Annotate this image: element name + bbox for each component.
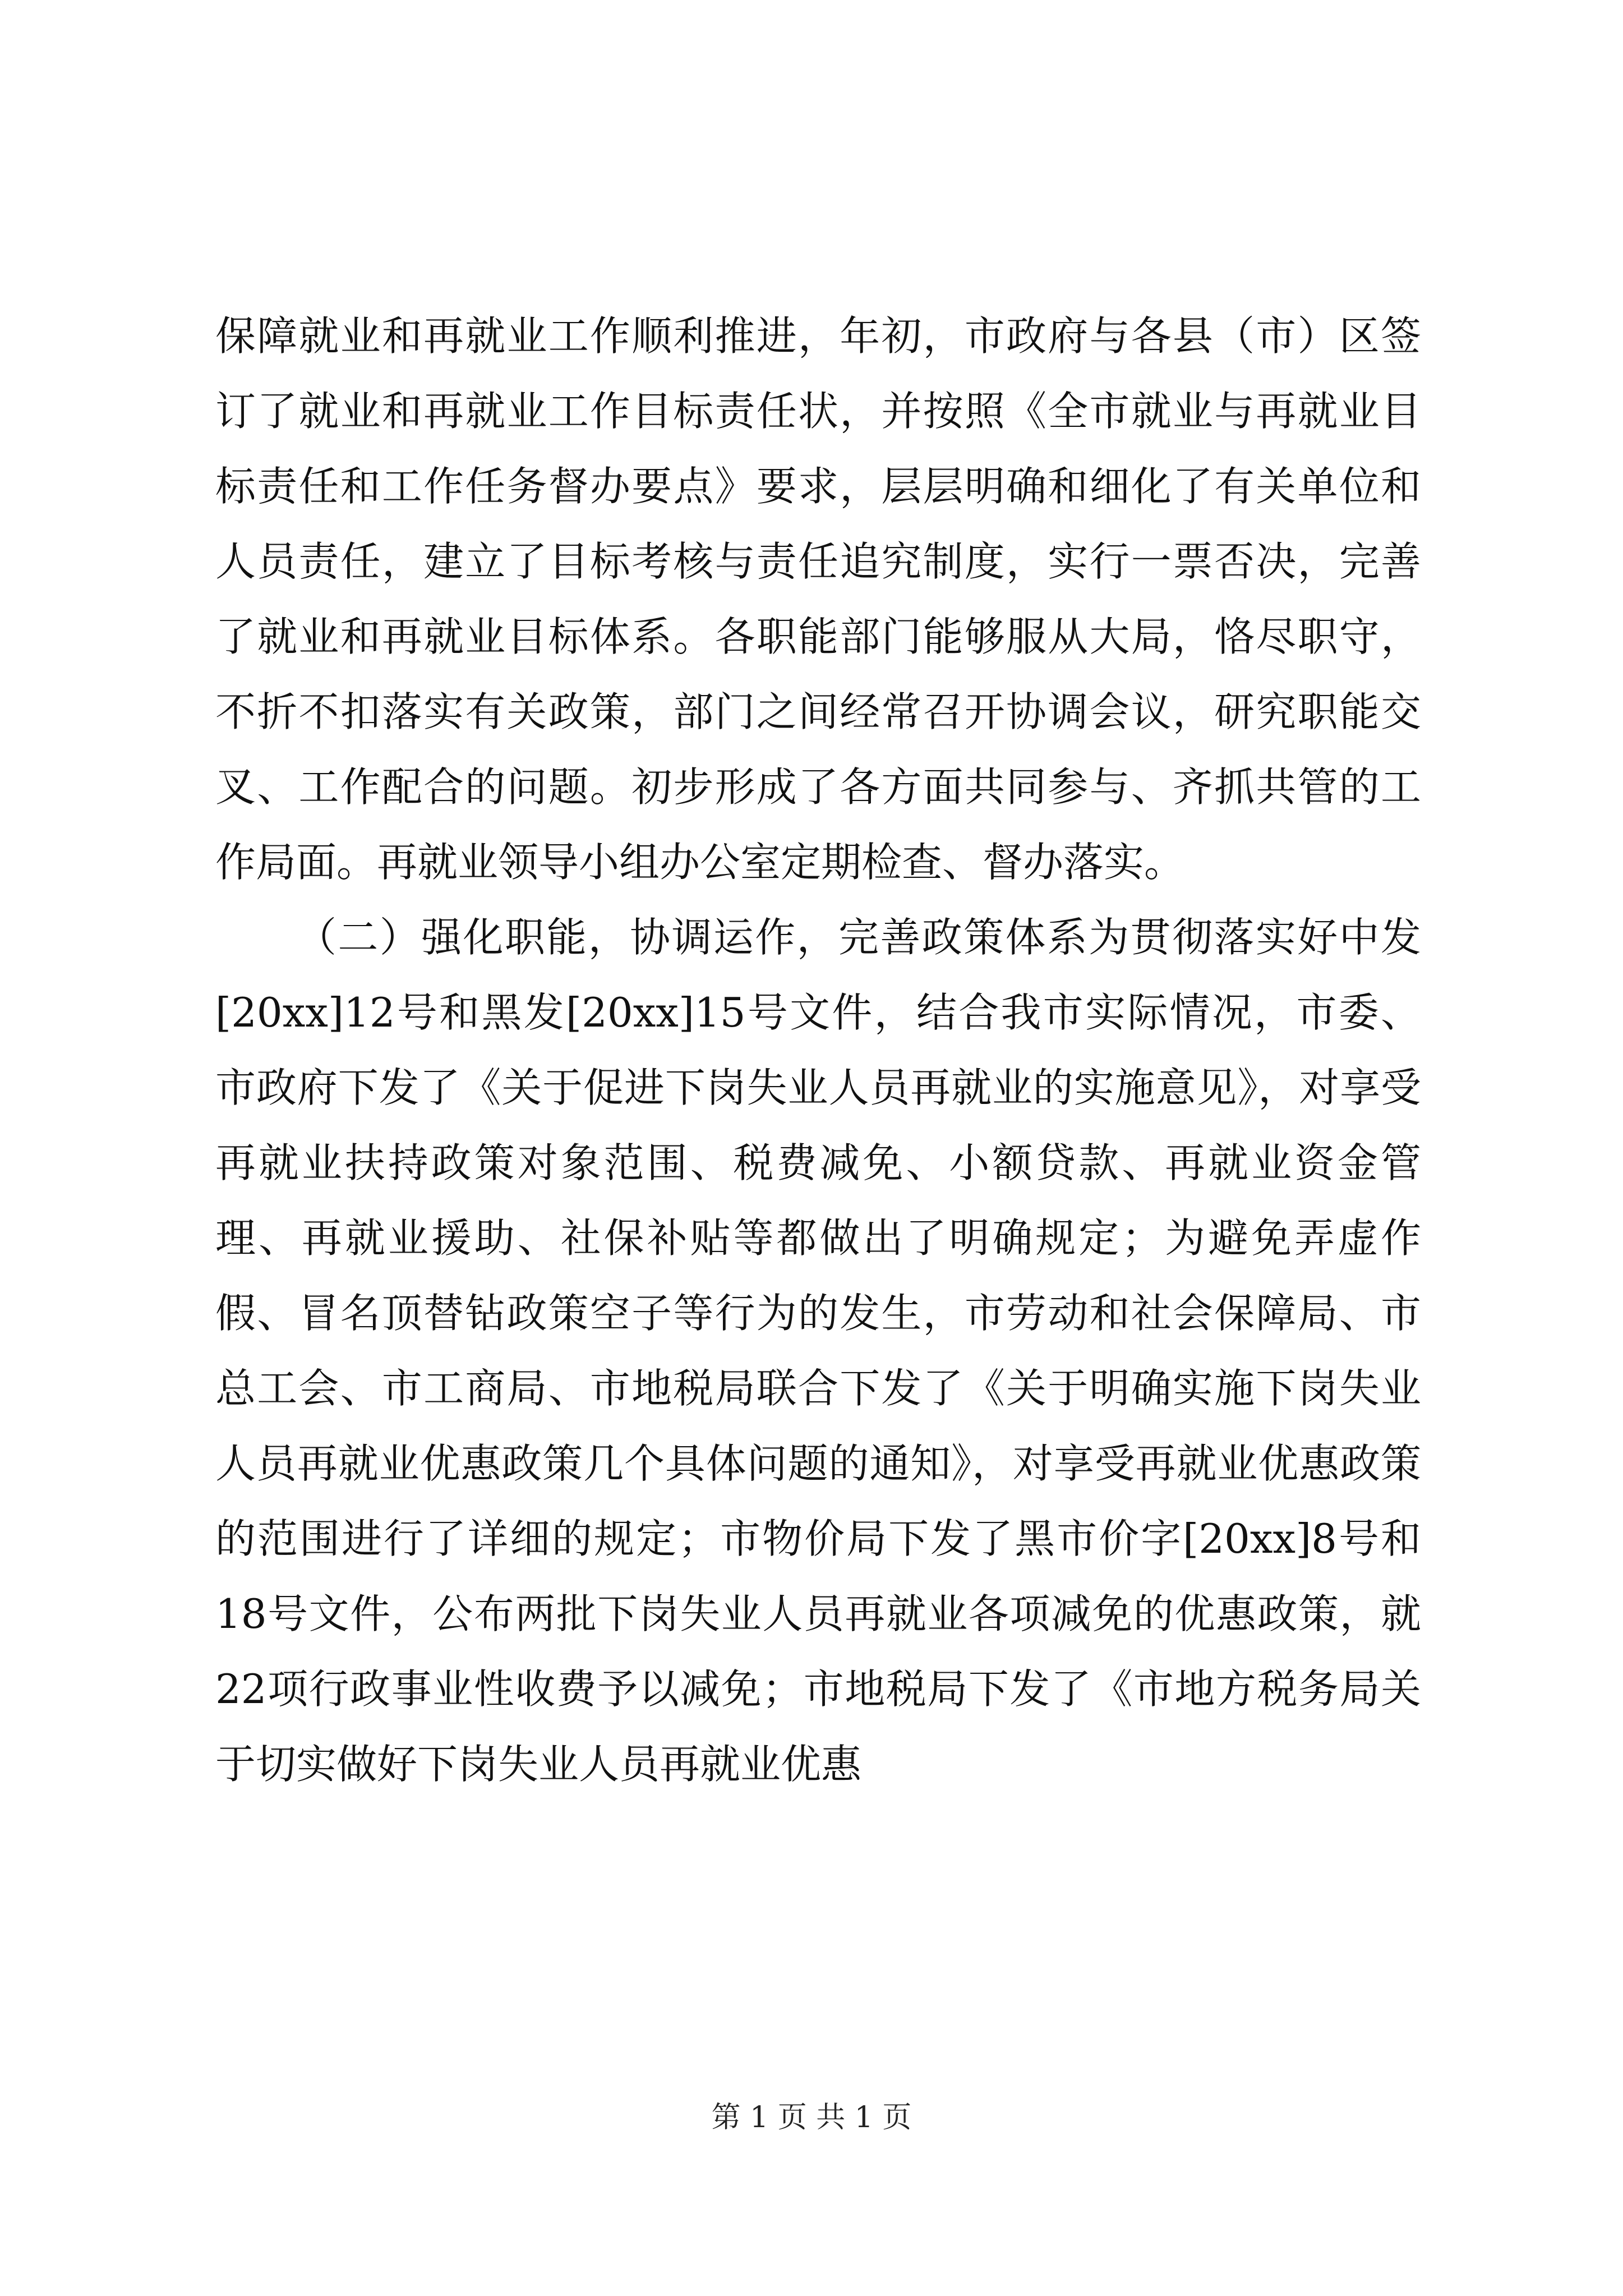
page-footer: 第 1 页 共 1 页 [711,2101,912,2134]
document-body [215,298,1421,1802]
paragraph-1: 保障就业和再就业工作顺利推进，年初，市政府与各县（市）区签订了就业和再就业工作目标责任状，并按照《全市就业与再就业目标责任和工作任务督办要点》要求，层层明确和细化了有关单位和人员责任，建立了目标考核与责任追究制度，实行一票否决，完善了就业和再就业目标体系。各职能部门能够服从大局，恪尽职守，不折不扣落实有关政策，部门之间经常召开协调会议，研究职能交叉、工作配合的问题。初步形成了各方面共同参与、齐抓共管的工作局面。再就业领导小组办公室定期检查、督办落实。 [215,312,1421,886]
paragraph-2: （二）强化职能，协调运作，完善政策体系为贯彻落实好中发[20xx]12号和黑发[20xx]15号文件，结合我市实际情况，市委、市政府下发了《关于促进下岗失业人员再就业的实施意见》，对享受再就业扶持政策对象范围、税费减免、小额贷款、再就业资金管理、再就业援助、社保补贴等都做出了明确规定；为避免弄虚作假、冒名顶替钻政策空子等行为的发生，市劳动和社会保障局、市总工会、市工商局、市地税局联合下发了《关于明确实施下岗失业人员再就业优惠政策几个具体问题的通知》，对享受再就业优惠政策的范围进行了详细的规定；市物价局下发了黑市价字[20xx]8号和18号文件，公布两批下岗失业人员再就业各项减免的优惠政策，就22项行政事业性收费予以减免；市地税局下发了《市地方税务局关于切实做好下岗失业人员再就业优惠 [215,914,1421,1788]
